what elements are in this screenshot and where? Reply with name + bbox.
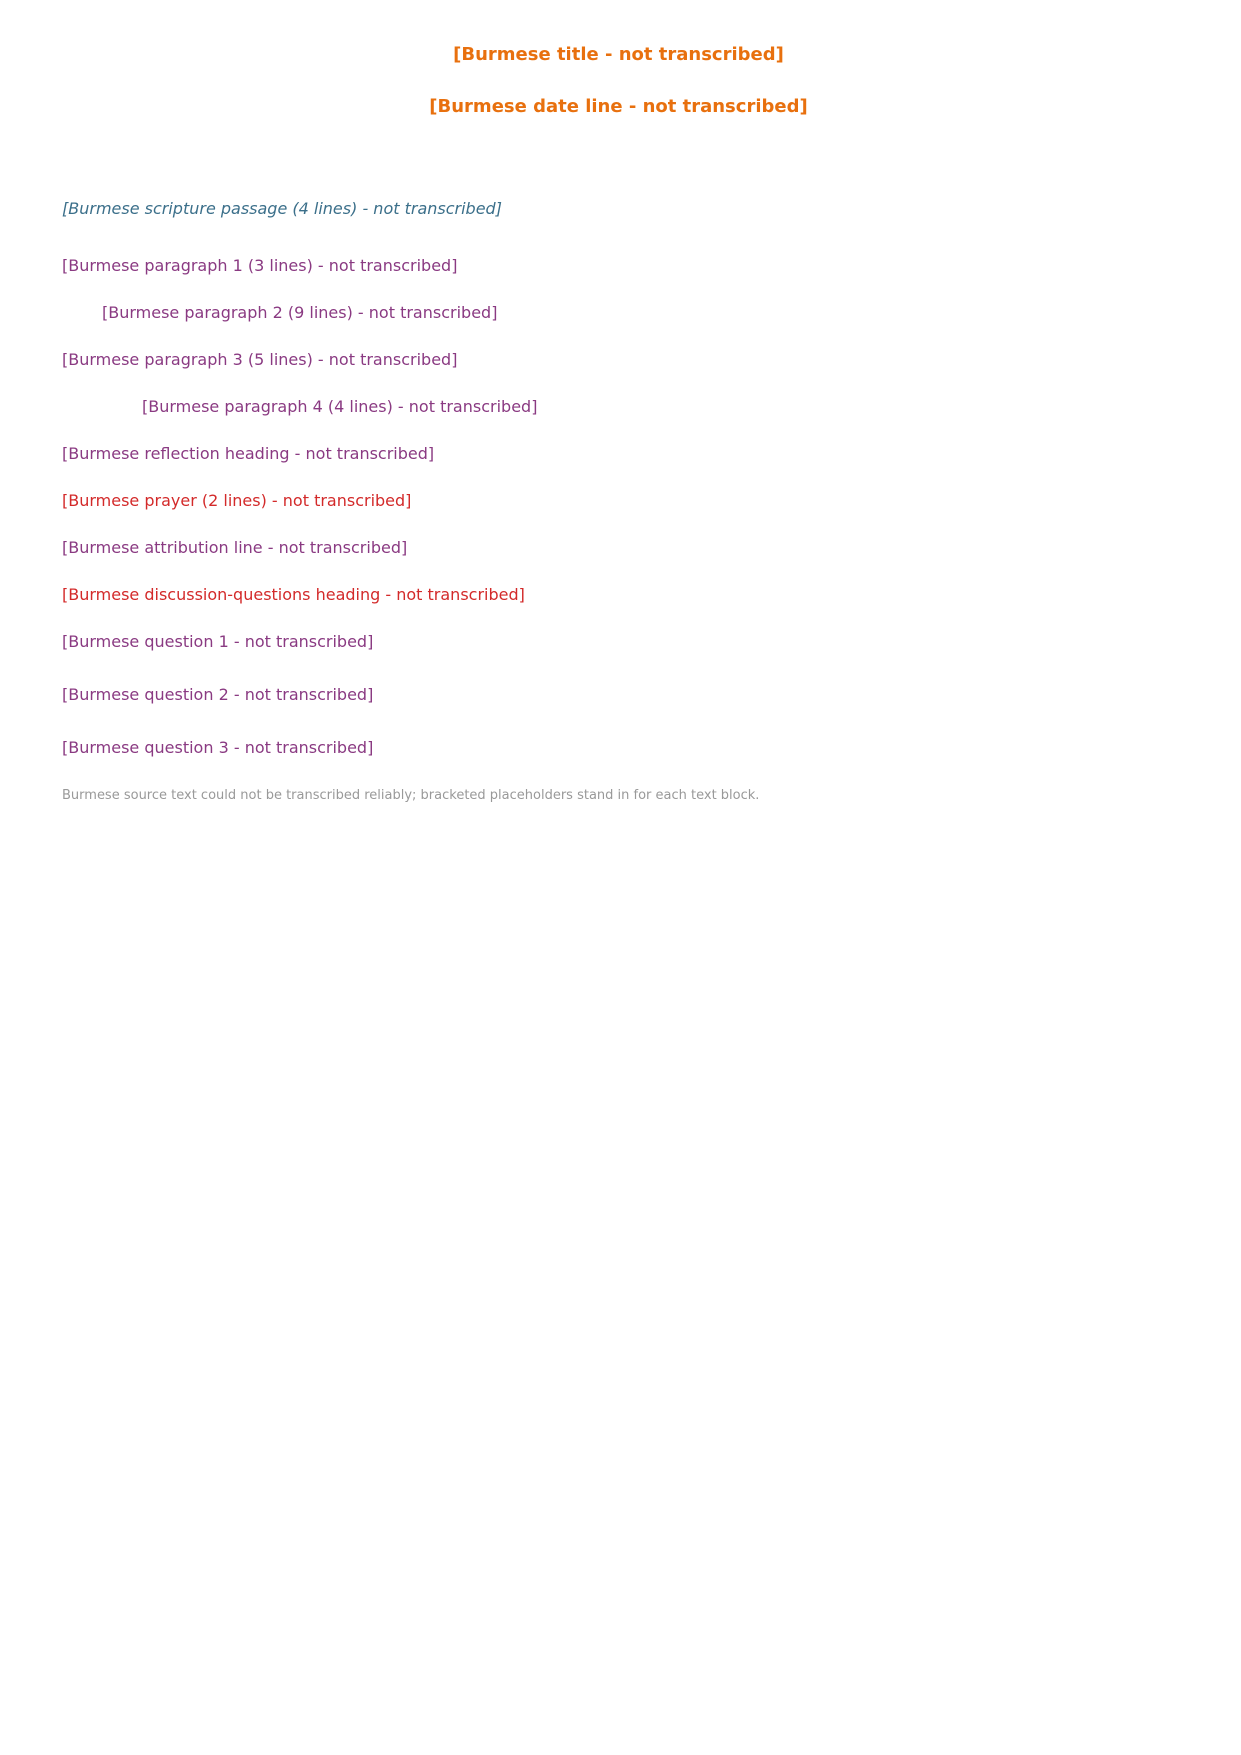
question-item: [Burmese question 3 - not transcribed] (62, 738, 374, 757)
body-paragraph: [Burmese paragraph 3 (5 lines) - not transcribed] (62, 350, 458, 369)
questions-heading: [Burmese discussion-questions heading - not transcribed] (62, 585, 525, 604)
body-paragraph: [Burmese paragraph 2 (9 lines) - not transcribed] (102, 303, 498, 322)
body-paragraph: [Burmese paragraph 1 (3 lines) - not transcribed] (62, 256, 458, 275)
transcription-note: Burmese source text could not be transcribed reliably; bracketed placeholders stand in for each text block. (62, 788, 760, 803)
body-paragraph: [Burmese paragraph 4 (4 lines) - not transcribed] (142, 397, 538, 416)
document-header (62, 40, 1175, 122)
scripture-passage: [Burmese scripture passage (4 lines) - not transcribed] (62, 199, 502, 218)
question-item: [Burmese question 1 - not transcribed] (62, 632, 374, 651)
author-line: [Burmese attribution line - not transcribed] (62, 538, 408, 557)
document-title: [Burmese title - not transcribed] (453, 44, 784, 65)
question-list (62, 625, 1175, 764)
reflection-heading: [Burmese reflection heading - not transcribed] (62, 444, 435, 463)
document-date: [Burmese date line - not transcribed] (429, 96, 808, 117)
question-item: [Burmese question 2 - not transcribed] (62, 685, 374, 704)
prayer-paragraph: [Burmese prayer (2 lines) - not transcribed] (62, 491, 412, 510)
